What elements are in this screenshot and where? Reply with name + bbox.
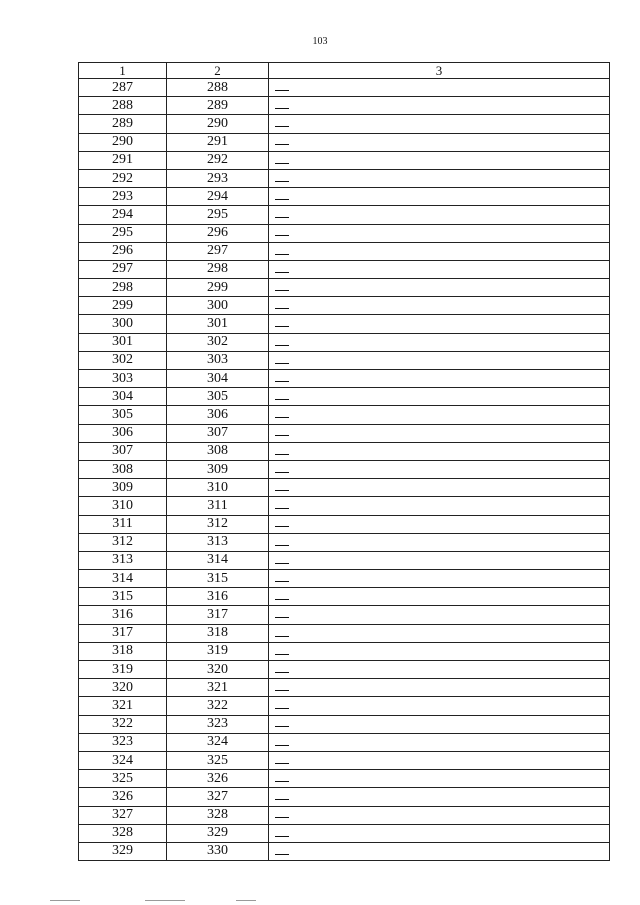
- cell-col-3: [269, 115, 610, 133]
- table-row: [79, 169, 610, 187]
- cell-col-3: [269, 533, 610, 551]
- em-dash-icon: [275, 272, 289, 273]
- table-row: [79, 551, 610, 569]
- cell-col-2: 310: [167, 479, 269, 497]
- cell-col-2: 322: [167, 697, 269, 715]
- cell-col-1: 326: [79, 788, 167, 806]
- cell-col-1: 313: [79, 551, 167, 569]
- column-header-1: 1: [79, 63, 167, 79]
- cell-col-1: 302: [79, 351, 167, 369]
- cell-col-2: 316: [167, 588, 269, 606]
- cell-col-1: 290: [79, 133, 167, 151]
- cell-col-1: 315: [79, 588, 167, 606]
- table-row: [79, 588, 610, 606]
- table-row: [79, 188, 610, 206]
- cell-col-3: [269, 242, 610, 260]
- cell-col-3: [269, 642, 610, 660]
- em-dash-icon: [275, 690, 289, 691]
- cell-col-2: 307: [167, 424, 269, 442]
- table-row: [79, 97, 610, 115]
- cell-col-1: 305: [79, 406, 167, 424]
- cell-col-1: 292: [79, 169, 167, 187]
- cell-col-1: 316: [79, 606, 167, 624]
- cell-col-1: 314: [79, 570, 167, 588]
- cell-col-3: [269, 133, 610, 151]
- cell-col-1: 289: [79, 115, 167, 133]
- cell-col-1: 323: [79, 733, 167, 751]
- cell-col-3: [269, 333, 610, 351]
- table-row: [79, 151, 610, 169]
- cell-col-1: 306: [79, 424, 167, 442]
- cell-col-2: 306: [167, 406, 269, 424]
- cell-col-2: 314: [167, 551, 269, 569]
- em-dash-icon: [275, 326, 289, 327]
- table-row: [79, 115, 610, 133]
- cell-col-3: [269, 697, 610, 715]
- em-dash-icon: [275, 581, 289, 582]
- cell-col-1: 321: [79, 697, 167, 715]
- em-dash-icon: [275, 763, 289, 764]
- cell-col-3: [269, 260, 610, 278]
- cell-col-3: [269, 424, 610, 442]
- cell-col-3: [269, 388, 610, 406]
- cell-col-3: [269, 206, 610, 224]
- cell-col-2: 327: [167, 788, 269, 806]
- cell-col-3: [269, 661, 610, 679]
- cell-col-2: 318: [167, 624, 269, 642]
- footer-mark: [50, 900, 80, 901]
- cell-col-2: 291: [167, 133, 269, 151]
- em-dash-icon: [275, 235, 289, 236]
- em-dash-icon: [275, 799, 289, 800]
- cell-col-2: 326: [167, 770, 269, 788]
- cell-col-2: 305: [167, 388, 269, 406]
- cell-col-2: 328: [167, 806, 269, 824]
- footer-mark: [236, 900, 256, 901]
- cell-col-2: 302: [167, 333, 269, 351]
- cell-col-1: 320: [79, 679, 167, 697]
- cell-col-3: [269, 588, 610, 606]
- cell-col-1: 322: [79, 715, 167, 733]
- em-dash-icon: [275, 290, 289, 291]
- em-dash-icon: [275, 472, 289, 473]
- table-row: [79, 715, 610, 733]
- cell-col-3: [269, 315, 610, 333]
- cell-col-1: 318: [79, 642, 167, 660]
- em-dash-icon: [275, 545, 289, 546]
- cell-col-2: 330: [167, 842, 269, 860]
- cell-col-1: 297: [79, 260, 167, 278]
- em-dash-icon: [275, 254, 289, 255]
- cell-col-1: 324: [79, 751, 167, 769]
- em-dash-icon: [275, 108, 289, 109]
- em-dash-icon: [275, 199, 289, 200]
- cell-col-1: 311: [79, 515, 167, 533]
- column-header-2: 2: [167, 63, 269, 79]
- em-dash-icon: [275, 399, 289, 400]
- em-dash-icon: [275, 836, 289, 837]
- cell-col-1: 304: [79, 388, 167, 406]
- em-dash-icon: [275, 490, 289, 491]
- cell-col-1: 287: [79, 79, 167, 97]
- table-row: [79, 206, 610, 224]
- table-row: [79, 479, 610, 497]
- table-row: [79, 679, 610, 697]
- cell-col-1: 291: [79, 151, 167, 169]
- em-dash-icon: [275, 599, 289, 600]
- em-dash-icon: [275, 854, 289, 855]
- cell-col-2: 296: [167, 224, 269, 242]
- column-header-3: 3: [269, 63, 610, 79]
- cell-col-1: 295: [79, 224, 167, 242]
- cell-col-1: 298: [79, 279, 167, 297]
- cell-col-2: 303: [167, 351, 269, 369]
- table-row: [79, 279, 610, 297]
- footer-mark: [145, 900, 185, 901]
- em-dash-icon: [275, 90, 289, 91]
- table-row: [79, 515, 610, 533]
- em-dash-icon: [275, 181, 289, 182]
- cell-col-2: 315: [167, 570, 269, 588]
- cell-col-3: [269, 551, 610, 569]
- cell-col-1: 328: [79, 824, 167, 842]
- em-dash-icon: [275, 163, 289, 164]
- cell-col-3: [269, 624, 610, 642]
- cell-col-1: 308: [79, 460, 167, 478]
- cell-col-1: 288: [79, 97, 167, 115]
- cell-col-2: 313: [167, 533, 269, 551]
- cell-col-2: 300: [167, 297, 269, 315]
- table-row: [79, 388, 610, 406]
- table-row: [79, 733, 610, 751]
- table-row: [79, 806, 610, 824]
- cell-col-2: 293: [167, 169, 269, 187]
- table-row: [79, 497, 610, 515]
- cell-col-3: [269, 824, 610, 842]
- cell-col-2: 309: [167, 460, 269, 478]
- table-body: [79, 79, 610, 861]
- em-dash-icon: [275, 563, 289, 564]
- table-row: [79, 333, 610, 351]
- em-dash-icon: [275, 526, 289, 527]
- cell-col-1: 317: [79, 624, 167, 642]
- cell-col-3: [269, 715, 610, 733]
- cell-col-1: 296: [79, 242, 167, 260]
- cell-col-1: 327: [79, 806, 167, 824]
- em-dash-icon: [275, 636, 289, 637]
- em-dash-icon: [275, 363, 289, 364]
- em-dash-icon: [275, 217, 289, 218]
- cell-col-3: [269, 679, 610, 697]
- cell-col-2: 298: [167, 260, 269, 278]
- cell-col-3: [269, 460, 610, 478]
- cell-col-1: 325: [79, 770, 167, 788]
- cell-col-1: 307: [79, 442, 167, 460]
- cell-col-2: 317: [167, 606, 269, 624]
- cell-col-1: 299: [79, 297, 167, 315]
- em-dash-icon: [275, 654, 289, 655]
- cell-col-2: 329: [167, 824, 269, 842]
- table-row: [79, 424, 610, 442]
- cell-col-1: 293: [79, 188, 167, 206]
- cell-col-1: 303: [79, 370, 167, 388]
- table-row: [79, 533, 610, 551]
- cell-col-3: [269, 806, 610, 824]
- table-row: [79, 642, 610, 660]
- cell-col-1: 312: [79, 533, 167, 551]
- table-row: [79, 788, 610, 806]
- table-row: [79, 697, 610, 715]
- table-row: [79, 351, 610, 369]
- cell-col-2: 292: [167, 151, 269, 169]
- page-number: 103: [312, 36, 328, 47]
- table-row: [79, 133, 610, 151]
- cell-col-3: [269, 224, 610, 242]
- em-dash-icon: [275, 417, 289, 418]
- table-row: [79, 824, 610, 842]
- em-dash-icon: [275, 672, 289, 673]
- cell-col-2: 320: [167, 661, 269, 679]
- cell-col-2: 295: [167, 206, 269, 224]
- cell-col-1: 310: [79, 497, 167, 515]
- cell-col-3: [269, 751, 610, 769]
- cell-col-3: [269, 297, 610, 315]
- em-dash-icon: [275, 726, 289, 727]
- cell-col-3: [269, 406, 610, 424]
- cell-col-1: 300: [79, 315, 167, 333]
- table-row: [79, 315, 610, 333]
- cell-col-1: 294: [79, 206, 167, 224]
- em-dash-icon: [275, 708, 289, 709]
- footer-scan-marks: [0, 900, 640, 904]
- em-dash-icon: [275, 781, 289, 782]
- cell-col-2: 301: [167, 315, 269, 333]
- table-row: [79, 570, 610, 588]
- cell-col-3: [269, 497, 610, 515]
- cell-col-1: 319: [79, 661, 167, 679]
- table-row: [79, 624, 610, 642]
- em-dash-icon: [275, 508, 289, 509]
- cell-col-2: 325: [167, 751, 269, 769]
- table-row: [79, 297, 610, 315]
- cell-col-3: [269, 842, 610, 860]
- em-dash-icon: [275, 308, 289, 309]
- em-dash-icon: [275, 745, 289, 746]
- cell-col-3: [269, 515, 610, 533]
- em-dash-icon: [275, 617, 289, 618]
- cell-col-2: 321: [167, 679, 269, 697]
- cell-col-2: 304: [167, 370, 269, 388]
- cell-col-3: [269, 169, 610, 187]
- cell-col-2: 308: [167, 442, 269, 460]
- em-dash-icon: [275, 126, 289, 127]
- cell-col-2: 288: [167, 79, 269, 97]
- cell-col-2: 297: [167, 242, 269, 260]
- em-dash-icon: [275, 144, 289, 145]
- cell-col-3: [269, 151, 610, 169]
- table-row: [79, 79, 610, 97]
- cell-col-2: 324: [167, 733, 269, 751]
- cell-col-3: [269, 479, 610, 497]
- table-row: [79, 224, 610, 242]
- cell-col-2: 319: [167, 642, 269, 660]
- table-header-row: [79, 63, 610, 79]
- cell-col-3: [269, 79, 610, 97]
- cell-col-2: 299: [167, 279, 269, 297]
- cell-col-1: 309: [79, 479, 167, 497]
- table-row: [79, 370, 610, 388]
- cell-col-2: 294: [167, 188, 269, 206]
- em-dash-icon: [275, 435, 289, 436]
- table-row: [79, 442, 610, 460]
- data-table: [78, 62, 610, 861]
- cell-col-3: [269, 279, 610, 297]
- cell-col-3: [269, 351, 610, 369]
- table-row: [79, 406, 610, 424]
- table-row: [79, 770, 610, 788]
- cell-col-2: 323: [167, 715, 269, 733]
- cell-col-3: [269, 442, 610, 460]
- cell-col-2: 289: [167, 97, 269, 115]
- cell-col-3: [269, 570, 610, 588]
- em-dash-icon: [275, 454, 289, 455]
- em-dash-icon: [275, 345, 289, 346]
- table-row: [79, 242, 610, 260]
- cell-col-3: [269, 770, 610, 788]
- table-row: [79, 460, 610, 478]
- cell-col-3: [269, 97, 610, 115]
- em-dash-icon: [275, 381, 289, 382]
- table-row: [79, 260, 610, 278]
- cell-col-2: 311: [167, 497, 269, 515]
- table-row: [79, 842, 610, 860]
- em-dash-icon: [275, 817, 289, 818]
- table-row: [79, 751, 610, 769]
- cell-col-3: [269, 733, 610, 751]
- table-row: [79, 606, 610, 624]
- cell-col-2: 312: [167, 515, 269, 533]
- cell-col-1: 329: [79, 842, 167, 860]
- cell-col-1: 301: [79, 333, 167, 351]
- table-row: [79, 661, 610, 679]
- cell-col-3: [269, 788, 610, 806]
- cell-col-3: [269, 606, 610, 624]
- cell-col-3: [269, 370, 610, 388]
- cell-col-2: 290: [167, 115, 269, 133]
- cell-col-3: [269, 188, 610, 206]
